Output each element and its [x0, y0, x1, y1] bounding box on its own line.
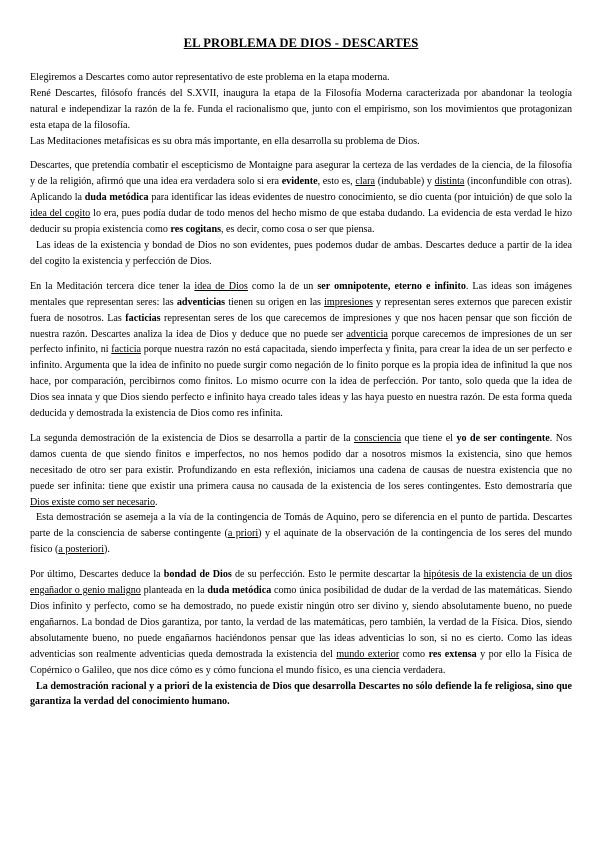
term-res-cogitans: res cogitans — [170, 224, 221, 236]
term-genio-maligno: hipótesis de la existencia de un dios engañador o genio maligno — [30, 569, 573, 597]
term-a-priori: a priori — [227, 528, 259, 540]
paragraph-meditation-three: En la Meditación tercera dice tener la idea de Dios como la de un ser omnipotente, eterno e infinito. Las ideas son imágenes mentales que representan seres: las adventicias tienen su origen en las impresiones y representan seres externos que parecen existir fuera de nosotros. Las facticias representan seres de los que carecemos de impresiones y que nos hacen pensar que son ficción de nuestra razón. Descartes analiza la idea de Dios y deduce que no puede ser adventicia porque carecemos de impresiones de un ser perfecto infinito, ni facticia porque nuestra razón no está capacitada, siendo imperfecta y finita, para crear la idea de un ser perfecto e infinito. Argumenta que la idea de infinito no puede surgir como negación de lo finito porque es la propia idea de infinitud la que nos hace, por comparación, percibirnos como finitos. Lo mismo ocurre con la idea de perfección. Por tanto, solo queda que la idea de Dios sea innata y que Dios siendo perfecto e infinito haya creado tales ideas y las haya puesto en nuestra razón. De esta forma queda deducida y demostrada la existencia de Dios como res infinita. — [30, 280, 573, 420]
term-clara: clara — [355, 176, 375, 188]
term-res-extensa: res extensa — [428, 648, 477, 660]
term-duda-metodica: duda metódica — [84, 192, 149, 204]
term-adventicia: adventicia — [346, 328, 388, 340]
intro-line-3: Las Meditaciones metafísicas es su obra más importante, en ella desarrolla su problema de Dios. — [30, 135, 420, 147]
document-title: EL PROBLEMA DE DIOS - DESCARTES — [183, 36, 419, 50]
paragraph-conclusion — [30, 679, 572, 711]
term-consciencia: consciencia — [353, 432, 402, 444]
intro-line-1: Elegiremos a Descartes como autor representativo de este problema en la etapa moderna. — [30, 71, 390, 83]
term-idea-del-cogito: idea del cogito — [30, 208, 91, 220]
term-duda-metodica-2: duda metódica — [207, 585, 272, 597]
paragraph-second-demonstration: La segunda demostración de la existencia de Dios se desarrolla a partir de la consciencia que tiene el yo de ser contingente. Nos damos cuenta de que siendo finitos e imperfectos, no nos hemos podido dar a nosotros mismos la existencia, sino que hemos necesitado de otro ser para existir. Profundizando en esta reflexión, iniciamos una cadena de causas de nuestra existencia que no puede ser infinita: tiene que existir una primera causa no causada de la existencia de los seres contingentes. Esto demostraría que Dios existe como ser necesario. — [30, 432, 572, 508]
term-adventicias: adventicias — [176, 296, 226, 308]
term-mundo-exterior: mundo exterior — [336, 648, 400, 660]
paragraph-existence-intro: Las ideas de la existencia y bondad de Dios no son evidentes, pues podemos dudar de ambas. Descartes deduce a partir de la idea del cogito la existencia y perfección de Dios. — [30, 239, 572, 267]
term-a-posteriori: a posteriori — [58, 544, 105, 556]
term-yo-contingente: yo de ser contingente — [456, 432, 550, 444]
term-bondad-de-dios: bondad de Dios — [163, 569, 232, 581]
term-distinta: distinta — [434, 176, 465, 188]
paragraph-contingency: Esta demostración se asemeja a la vía de la contingencia de Tomás de Aquino, pero se diferencia en el punto de partida. Descartes parte de la consciencia de saberse contingente (a priori) y el aquinate de la observación de la contingencia de los seres del mundo físico (a posteriori). — [30, 512, 572, 556]
paragraph-evidence: Descartes, que pretendía combatir el escepticismo de Montaigne para asegurar la certeza de las verdades de la ciencia, de la filosofía y de la religión, afirmó que una idea era verdadera solo si era evidente, esto es, clara (indubable) y distinta (inconfundible con otras). Aplicando la duda metódica para identificar las ideas evidentes de nuestro conocimiento, se dio cuenta (por intuición) de que solo la idea del cogito lo era, pues podía dudar de todo menos del hecho mismo de que estaba dudando. La evidencia de esta verdad le hizo deducir su propia existencia como res cogitans, es decir, como cosa o ser que piensa. — [30, 160, 573, 236]
intro-line-2: René Descartes, filósofo francés del S.XVII, inaugura la etapa de la Filosofía Moderna caracterizada por abandonar la teología natural e independizar la razón de la fe. Funda el racionalismo que, junto con el empirismo, son los movimientos que protagonizan esta etapa de la filosofía. — [30, 87, 572, 131]
term-facticias: facticias — [125, 312, 161, 324]
term-ser-omnipotente: ser omnipotente, eterno e infinito — [317, 280, 466, 292]
term-evidente: evidente — [281, 176, 318, 188]
document-page — [30, 36, 572, 710]
term-facticia: facticia — [111, 344, 141, 356]
term-impresiones: impresiones — [324, 296, 373, 308]
term-idea-de-dios: idea de Dios — [194, 280, 248, 292]
paragraph-goodness: Por último, Descartes deduce la bondad de Dios de su perfección. Esto le permite descartar la hipótesis de la existencia de un dios engañador o genio maligno planteada en la duda metódica como única posibilidad de dudar de la verdad de las matemáticas. Siendo Dios infinito y perfecto, como se ha demostrado, no puede existir ningún otro ser divino y, siendo absolutamente bueno, no puede engañarnos. La bondad de Dios garantiza, por tanto, la verdad de las matemáticas, pero también, la verdad de la Física. Dios, siendo absolutamente bueno, no puede engañarnos haciéndonos pensar que las ideas adventicias lo son, si no es cierto. Como las ideas adventicias son realmente adventicias queda demostrada la existencia del mundo exterior como res extensa y por ello la Física de Copérnico o Galileo, que nos dice cómo es y cómo funciona el mundo físico, es una ciencia verdadera. — [30, 569, 573, 676]
term-dios-necesario: Dios existe como ser necesario — [30, 496, 156, 508]
conclusion-text: La demostración racional y a priori de la existencia de Dios que desarrolla Descartes no sólo defiende la fe religiosa, sino que garantiza la verdad del conocimiento humano. — [30, 680, 572, 708]
